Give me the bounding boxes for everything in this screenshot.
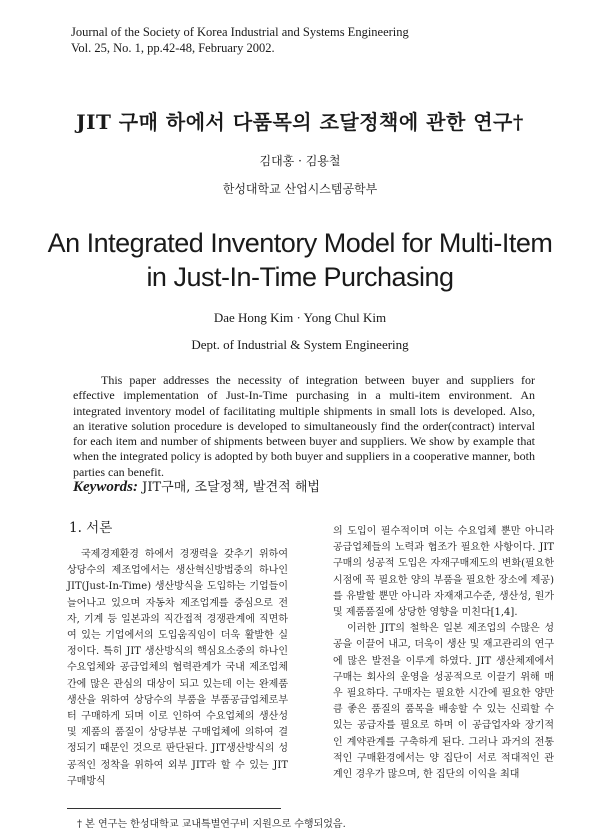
title-korean: JIT 구매 하에서 다품목의 조달정책에 관한 연구†: [76, 110, 524, 134]
right-column: [333, 524, 554, 783]
footnote: † 본 연구는 한성대학교 교내특별연구비 지원으로 수행되었음.: [77, 819, 346, 830]
journal-volume: Vol. 25, No. 1, pp.42-48, February 2002.: [71, 41, 275, 55]
keywords-text: JIT구매, 조달정책, 발견적 해법: [142, 480, 320, 495]
abstract-text: This paper addresses the necessity of integration between buyer and suppliers for effective implementation of Just-In-Time purchasing in a multi-item environment. An integrated inventory model of facilitating multiple shipments in small lots is developed. Also, an iterative solution procedure is developed to simultaneously find the order(contract) interval for each item and number of shipments between buyer and suppliers. We show by example that when the integrated policy is adopted by both buyer and suppliers in a cooperative manner, both parties can benefit.: [73, 373, 535, 479]
left-column: [67, 547, 288, 790]
title-english-line1: An Integrated Inventory Model for Multi-Item: [47, 228, 553, 258]
right-paragraph-1: 의 도입이 필수적이며 이는 수요업체 뿐만 아니라 공급업체들의 노력과 협조가 필요한 사항이다. JIT 구매의 성공적 도입은 자재구매제도의 변화(필요한 시점에 꼭 필요한 양의 부품을 필요한 장소에 제공)를 유발할 뿐만 아니라 자재재고수준, 생산성, 원가 및 제품품질에 상당한 영향을 미친다[1,4].: [333, 526, 554, 619]
footnote-divider: [67, 808, 281, 809]
journal-header: [71, 24, 409, 56]
title-english: [0, 226, 600, 294]
authors-korean: 김대홍 · 김용철: [259, 154, 341, 168]
left-paragraph: 국제경제환경 하에서 경쟁력을 갖추기 위하여 상당수의 제조업에서는 생산혁신방법중의 하나인 JIT(Just-In-Time) 생산방식을 도입하는 기업들이 늘어나고 있으며 자동차 제조업계를 중심으로 전자, 기계 등 일본과의 직간접적 경쟁관계에 직면하여 있는 기업에서의 도입움직임이 더욱 활발한 실정이다. 특히 JIT 생산방식의 핵심요소중의 하나인 수요업체와 공급업체의 협력관계가 국내 제조업체간에 많은 관심의 대상이 되고 있는데 이는 완제품 생산을 위하여 상당수의 부품을 부품공급업체로부터 구매하게 되며 이로 인하여 수요업체의 생산성 및 제품의 품질이 상당부분 구매업체에 의하여 결정되기 때문인 것으로 판단된다. JIT생산방식의 성공적인 정착을 위하여 외부 JIT라 할 수 있는 JIT 구매방식: [67, 549, 288, 787]
title-english-line2: in Just-In-Time Purchasing: [146, 262, 454, 292]
keywords-label: Keywords:: [73, 479, 138, 495]
affiliation-english: Dept. of Industrial & System Engineering: [191, 337, 409, 352]
authors-english: Dae Hong Kim · Yong Chul Kim: [213, 310, 387, 325]
section-title: 1. 서론: [69, 520, 113, 536]
affiliation-korean: 한성대학교 산업시스템공학부: [222, 182, 378, 196]
keywords: [73, 476, 320, 496]
journal-name: Journal of the Society of Korea Industrial and Systems Engineering: [71, 25, 409, 39]
right-paragraph-2: 이러한 JIT의 철학은 일본 제조업의 수많은 성공을 이끌어 내고, 더욱이 생산 및 재고관리의 연구에 많은 발전을 이루게 하였다. JIT 생산체제에서 구매는 회사의 운영을 성공적으로 이끌기 위해 매우 필요하다. 구매자는 필요한 시간에 필요한 양만큼 좋은 품질의 품목을 배송할 수 있는 신뢰할 수 있는 공급자를 필요로 하며 이 공급업자와 장기적인 계약관계를 구축하게 된다. 그러나 과거의 전통적인 구매환경에서는 양 집단이 서로 적대적인 관계인 경우가 많으며, 한 집단의 이익을 최대: [333, 623, 554, 781]
abstract: [73, 373, 535, 480]
